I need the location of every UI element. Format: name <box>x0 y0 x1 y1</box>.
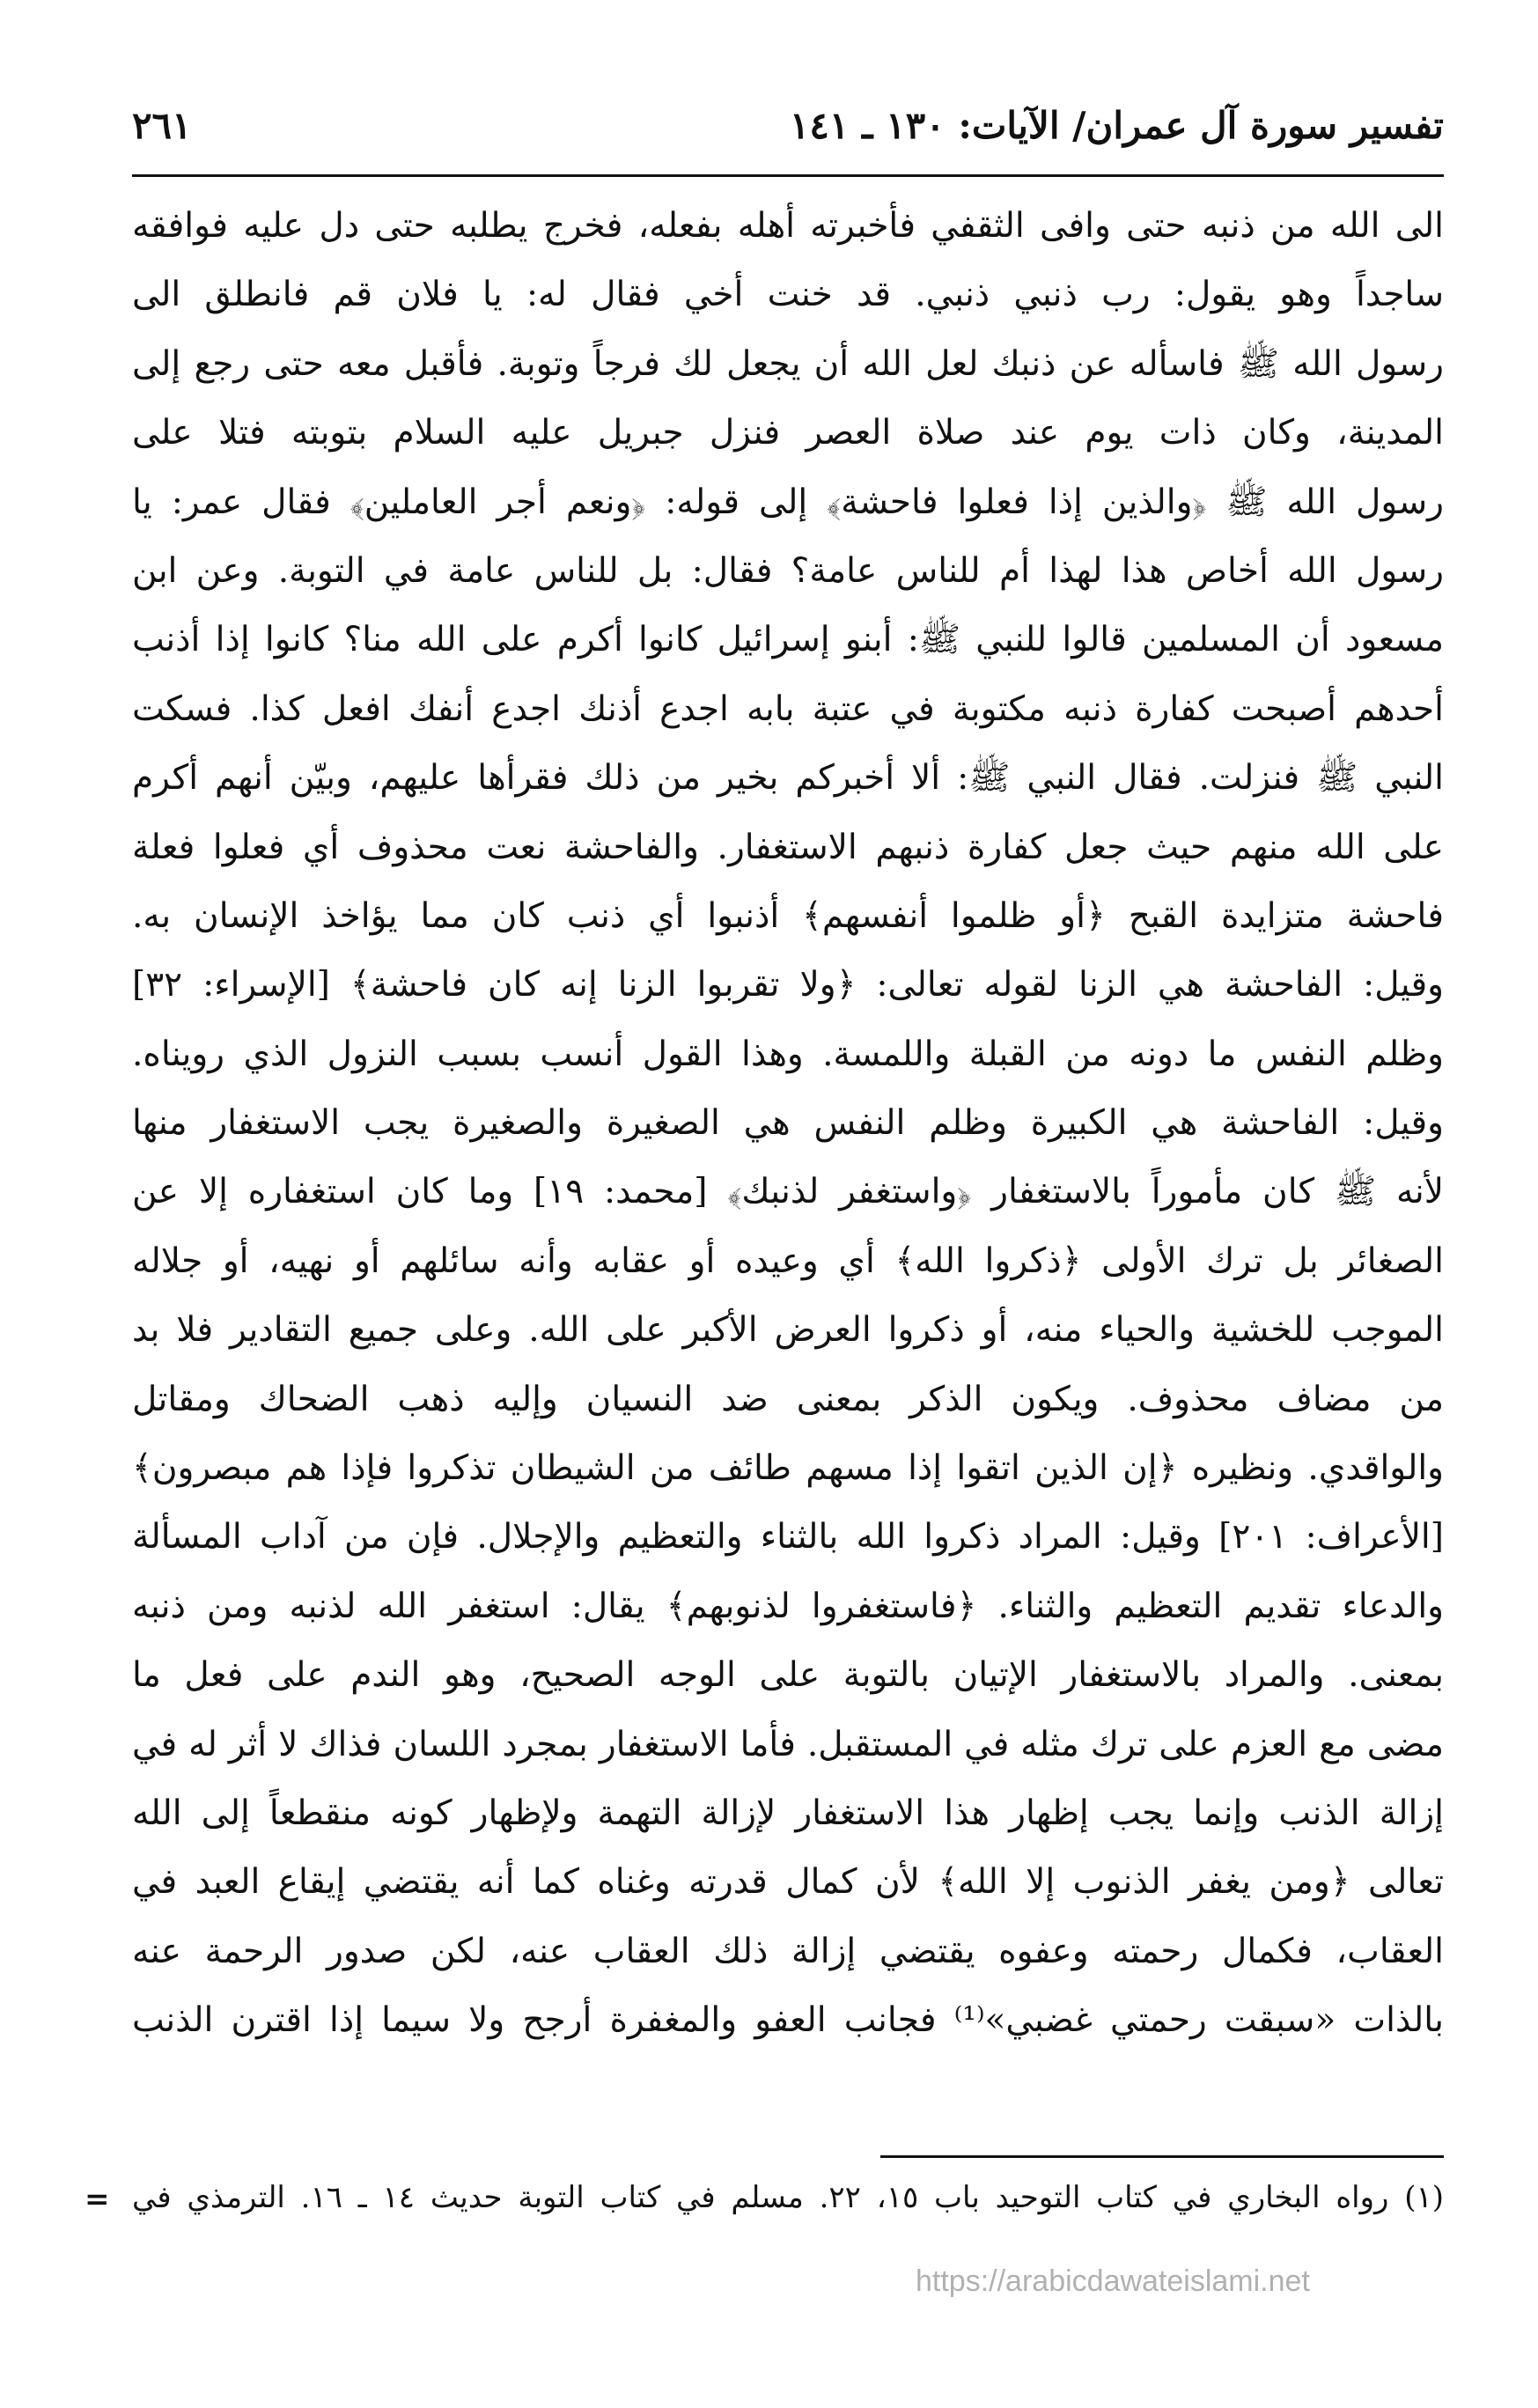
text-line: ساجداً وهو يقول: رب ذنبي ذنبي. قد خنت أخي فقال له: يا فلان قم فانطلق الى <box>132 275 1444 315</box>
text-line: مضى مع العزم على ترك مثله في المستقبل. فأما الاستغفار بمجرد اللسان فذاك لا أثر له في <box>132 1724 1444 1764</box>
text-line: الى الله من ذنبه حتى وافى الثقفي فأخبرته أهله بفعله، فخرج يطلبه حتى دل عليه فوافقه <box>132 206 1444 246</box>
text-line: تعالى ﴿ومن يغفر الذنوب إلا الله﴾ لأن كمال قدرته وغناه كما أنه يقتضي إيقاع العبد في <box>132 1862 1444 1903</box>
text-line: الموجب للخشية والحياء منه، أو ذكروا العرض الأكبر على الله. وعلى جميع التقادير فلا بد <box>132 1310 1444 1351</box>
footnote-divider <box>880 2155 1444 2158</box>
page-number: ٢٦١ <box>132 104 192 147</box>
text-line: رسول الله ﷺ فاسأله عن ذنبك لعل الله أن يجعل لك فرجاً وتوبة. فأقبل معه حتى رجع إلى <box>132 343 1444 384</box>
text-line: والدعاء تقديم التعظيم والثناء. ﴿فاستغفروا لذنوبهم﴾ يقال: استغفر الله لذنبه ومن ذنبه <box>132 1586 1444 1626</box>
text-line: المدينة، وكان ذات يوم عند صلاة العصر فنزل جبريل عليه السلام بتوبته فتلا على <box>132 413 1444 453</box>
watermark: https://arabicdawateislami.net <box>916 2264 1310 2298</box>
text-line: أحدهم أصبحت كفارة ذنبه مكتوبة في عتبة بابه اجدع أذنك اجدع أنفك افعل كذا. فسكت <box>132 689 1444 729</box>
text-line: الصغائر بل ترك الأولى ﴿ذكروا الله﴾ أي وعيده أو عقابه وأنه سائلهم أو نهيه، أو جلاله <box>132 1241 1444 1281</box>
text-line: لأنه ﷺ كان مأموراً بالاستغفار ﴿واستغفر لذنبك﴾ [محمد: ١٩] وما كان استغفاره إلا عن <box>132 1172 1444 1212</box>
text-line: بالذات «سبقت رحمتي غضبي»⁽¹⁾ فجانب العفو والمغفرة أرجح ولا سيما إذا اقترن الذنب <box>132 2000 1444 2041</box>
text-line: وظلم النفس ما دونه من القبلة واللمسة. وهذا القول أنسب بسبب النزول الذي رويناه. <box>132 1034 1444 1074</box>
text-line: [الأعراف: ٢٠١] وقيل: المراد ذكروا الله بالثناء والتعظيم والإجلال. فإن من آداب المسألة <box>132 1517 1444 1557</box>
text-line: رسول الله أخاص هذا لهذا أم للناس عامة؟ فقال: بل للناس عامة في التوبة. وعن ابن <box>132 550 1444 591</box>
text-line: على الله منهم حيث جعل كفارة ذنبهم الاستغفار. والفاحشة نعت محذوف أي فعلوا فعلة <box>132 827 1444 867</box>
text-line: بمعنى. والمراد بالاستغفار الإتيان بالتوبة على الوجه الصحيح، وهو الندم على فعل ما <box>132 1655 1444 1696</box>
text-line: وقيل: الفاحشة هي الزنا لقوله تعالى: ﴿ولا تقربوا الزنا إنه كان فاحشة﴾ [الإسراء: ٣٢] <box>132 965 1444 1005</box>
footnote: (١) رواه البخاري في كتاب التوحيد باب ١٥، ٢٢. مسلم في كتاب التوبة حديث ١٤ ـ ١٦. الترمذي في <box>132 2180 1444 2215</box>
text-line: العقاب، فكمال رحمته وعفوه يقتضي إزالة ذلك العقاب عنه، لكن صدور الرحمة عنه <box>132 1931 1444 1971</box>
text-line: والواقدي. ونظيره ﴿إن الذين اتقوا إذا مسهم طائف من الشيطان تذكروا فإذا هم مبصرون﴾ <box>132 1448 1444 1489</box>
text-line: إزالة الذنب وإنما يجب إظهار هذا الاستغفار لإزالة التهمة ولإظهار كونه منقطعاً إلى الله <box>132 1793 1444 1833</box>
text-line: مسعود أن المسلمين قالوا للنبي ﷺ: أبنو إسرائيل كانوا أكرم على الله منا؟ كانوا إذا أذنب <box>132 620 1444 660</box>
text-line: رسول الله ﷺ ﴿والذين إذا فعلوا فاحشة﴾ إلى قوله: ﴿ونعم أجر العاملين﴾ فقال عمر: يا <box>132 482 1444 522</box>
text-line: وقيل: الفاحشة هي الكبيرة وظلم النفس هي الصغيرة والصغيرة يجب الاستغفار منها <box>132 1103 1444 1144</box>
page-header <box>132 95 1444 166</box>
footnote-continuation-mark: = <box>85 2182 110 2217</box>
body-text <box>132 192 1444 2056</box>
header-divider <box>132 174 1444 177</box>
text-line: من مضاف محذوف. ويكون الذكر بمعنى ضد النسيان وإليه ذهب الضحاك ومقاتل <box>132 1379 1444 1419</box>
text-line: فاحشة متزايدة القبح ﴿أو ظلموا أنفسهم﴾ أذنبوا أي ذنب كان مما يؤاخذ الإنسان به. <box>132 895 1444 936</box>
text-line: النبي ﷺ فنزلت. فقال النبي ﷺ: ألا أخبركم بخير من ذلك فقرأها عليهم، وبيّن أنهم أكرم <box>132 758 1444 799</box>
running-title: تفسير سورة آل عمران/ الآيات: ١٣٠ ـ ١٤١ <box>789 104 1444 147</box>
